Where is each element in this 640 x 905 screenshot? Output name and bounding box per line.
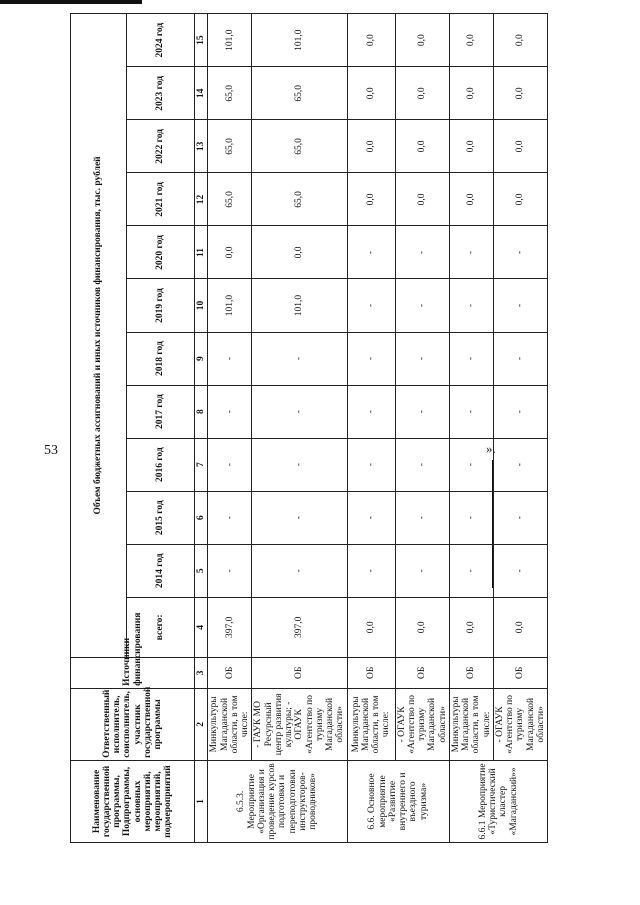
row-value: 101,0	[208, 279, 252, 332]
row-value: 0,0	[347, 120, 395, 173]
col-number: 1	[195, 760, 208, 842]
row-value: 0,0	[347, 173, 395, 226]
row-value: 0,0	[493, 67, 547, 120]
header-year: 2019 год	[127, 279, 195, 332]
col-number: 8	[195, 385, 208, 438]
col-number: 9	[195, 332, 208, 385]
row-value: -	[347, 385, 395, 438]
header-year: 2022 год	[127, 120, 195, 173]
row-value: -	[395, 226, 449, 279]
row-value: 0,0	[395, 14, 449, 67]
row-source: ОБ	[347, 657, 395, 688]
row-value: 0,0	[347, 67, 395, 120]
row-value: -	[395, 544, 449, 597]
row-total: 0,0	[395, 597, 449, 657]
row-value: -	[493, 385, 547, 438]
header-year: 2021 год	[127, 173, 195, 226]
rotated-table-wrapper	[70, 13, 546, 843]
row-name: 6.6. Основное мероприятие «Развитие внутреннего и въездного туризма»	[347, 760, 449, 842]
col-number: 5	[195, 544, 208, 597]
row-value: -	[493, 226, 547, 279]
row-value: 0,0	[449, 120, 493, 173]
header-year: 2017 год	[127, 385, 195, 438]
row-source: ОБ	[449, 657, 493, 688]
row-value: -	[252, 332, 347, 385]
row-responsible: Минкультуры Магаданской области, в том числе:	[347, 688, 395, 760]
row-source: ОБ	[252, 657, 347, 688]
row-value: 65,0	[208, 173, 252, 226]
row-value: -	[395, 332, 449, 385]
row-value: -	[493, 544, 547, 597]
row-value: -	[208, 544, 252, 597]
row-value: -	[449, 385, 493, 438]
row-total: 0,0	[347, 597, 395, 657]
row-value: -	[347, 226, 395, 279]
col-number: 10	[195, 279, 208, 332]
row-value: -	[493, 491, 547, 544]
col-number: 15	[195, 14, 208, 67]
row-value: -	[208, 438, 252, 491]
col-number: 11	[195, 226, 208, 279]
row-value: -	[347, 491, 395, 544]
header-total: всего:	[127, 597, 195, 657]
funding-table	[70, 13, 548, 843]
row-value: 0,0	[449, 173, 493, 226]
row-total: 0,0	[449, 597, 493, 657]
row-value: 0,0	[493, 173, 547, 226]
row-responsible: - ОГАУК «Агентство по туризму Магаданской области»	[493, 688, 547, 760]
row-value: 0,0	[449, 67, 493, 120]
row-value: -	[449, 438, 493, 491]
header-year: 2015 год	[127, 491, 195, 544]
row-responsible: - ГАУК МО Ресурсный центр развития культуры; - ОГАУК «Агентство по туризму Магаданской области»	[252, 688, 347, 760]
col-number: 6	[195, 491, 208, 544]
row-value: -	[493, 438, 547, 491]
row-value: -	[449, 544, 493, 597]
row-value: -	[395, 491, 449, 544]
col-number: 14	[195, 67, 208, 120]
row-value: 65,0	[252, 120, 347, 173]
row-value: -	[493, 279, 547, 332]
col-number: 2	[195, 688, 208, 760]
row-value: -	[208, 491, 252, 544]
row-value: -	[252, 438, 347, 491]
row-total: 397,0	[208, 597, 252, 657]
row-value: -	[208, 385, 252, 438]
row-value: -	[347, 544, 395, 597]
header-funding: Объем бюджетных ассигнований и иных источников финансирования, тыс. рублей	[71, 14, 127, 658]
row-source: ОБ	[208, 657, 252, 688]
row-value: 0,0	[208, 226, 252, 279]
row-value: -	[449, 332, 493, 385]
row-value: 0,0	[493, 14, 547, 67]
row-value: -	[449, 226, 493, 279]
row-name: 6.6.1 Мероприятие «Туристический кластер «Магаданский»»	[449, 760, 547, 842]
row-responsible: Минкультуры Магаданской области, в том числе:	[208, 688, 252, 760]
header-year: 2024 год	[127, 14, 195, 67]
row-value: 65,0	[252, 67, 347, 120]
row-value: 101,0	[252, 279, 347, 332]
row-value: -	[493, 332, 547, 385]
row-value: 65,0	[208, 120, 252, 173]
row-value: 65,0	[208, 67, 252, 120]
row-value: 0,0	[347, 14, 395, 67]
row-value: -	[347, 279, 395, 332]
col-number: 7	[195, 438, 208, 491]
closing-quote: ».	[486, 441, 496, 456]
row-value: 0,0	[493, 120, 547, 173]
row-responsible: Минкультуры Магаданской области, в том числе:	[449, 688, 493, 760]
row-value: -	[449, 491, 493, 544]
row-value: -	[395, 385, 449, 438]
row-value: -	[347, 438, 395, 491]
header-responsible: Ответственный исполнитель, соисполнитель, участник государственной программы	[71, 688, 195, 760]
row-value: -	[252, 385, 347, 438]
row-value: 0,0	[252, 226, 347, 279]
page-number: 53	[44, 443, 58, 458]
row-value: 0,0	[395, 173, 449, 226]
row-value: 0,0	[395, 120, 449, 173]
row-source: ОБ	[395, 657, 449, 688]
row-value: 101,0	[208, 14, 252, 67]
row-value: 0,0	[449, 14, 493, 67]
row-source: ОБ	[493, 657, 547, 688]
header-source: Источники финансирования	[71, 657, 195, 688]
row-value: -	[395, 279, 449, 332]
row-value: -	[208, 332, 252, 385]
header-year: 2016 год	[127, 438, 195, 491]
row-value: 101,0	[252, 14, 347, 67]
row-responsible: - ОГАУК «Агентство по туризму Магаданской области»	[395, 688, 449, 760]
header-year: 2014 год	[127, 544, 195, 597]
header-year: 2018 год	[127, 332, 195, 385]
col-number: 3	[195, 657, 208, 688]
col-number: 13	[195, 120, 208, 173]
row-total: 397,0	[252, 597, 347, 657]
col-number: 4	[195, 597, 208, 657]
row-value: -	[252, 544, 347, 597]
row-value: -	[252, 491, 347, 544]
row-value: -	[395, 438, 449, 491]
col-number: 12	[195, 173, 208, 226]
header-year: 2023 год	[127, 67, 195, 120]
header-name: Наименование государственной программы, Подпрограммы, основных мероприятий, мероприятий, подмероприятий	[71, 760, 195, 842]
row-total: 0,0	[493, 597, 547, 657]
row-value: -	[347, 332, 395, 385]
row-name: 6.5.3. Мероприятие «Организация и проведение курсов подготовки и переподготовки инструкторов-проводников»	[208, 760, 347, 842]
header-year: 2020 год	[127, 226, 195, 279]
page-edge-mark	[0, 0, 142, 4]
row-value: 0,0	[395, 67, 449, 120]
row-value: -	[449, 279, 493, 332]
row-value: 65,0	[252, 173, 347, 226]
